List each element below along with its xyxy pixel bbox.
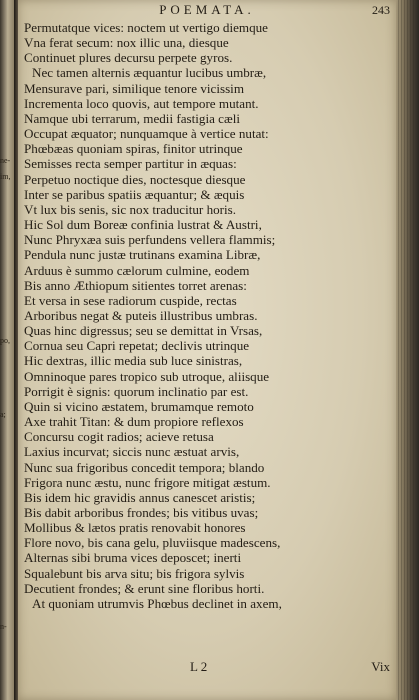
verse-line: Vna ferat secum: nox illic una, diesque [24, 35, 229, 51]
verse-line: Et versa in sese radiorum cuspide, rectas [24, 292, 237, 308]
running-title: POEMATA. [159, 2, 255, 17]
verse-line: Nunc sua frigoribus concedit tempora; blando [24, 459, 265, 475]
verse-line: Pendula nunc justæ trutinans examina Libræ, [24, 247, 261, 263]
verse-line: Semisses recta semper partitur in æquas: [24, 156, 237, 172]
verse-line: Incrementa loco quovis, aut tempore mutant. [24, 95, 259, 111]
verse-line: Mollibus & lætos pratis renovabit honores [24, 520, 246, 536]
verse-line: Bis dabit arboribus frondes; bis vitibus uvas; [24, 505, 259, 520]
facing-margin-fragment: a; [0, 410, 6, 419]
verse-line: Perpetuo noctique dies, noctesque diesque [24, 171, 246, 187]
verse-line: Namque ubi terrarum, medii fastigia cæli [24, 110, 240, 126]
poem-text [18, 20, 394, 611]
verse-line: Occupat æquator; nunquamque à vertice nutat: [24, 126, 269, 142]
verse-line: Axe trahit Titan: & dum propiore reflexos [24, 414, 244, 430]
verse-line: Flore novo, bis cana gelu, pluviisque madescens, [24, 535, 281, 551]
verse-line: Vt lux bis senis, sic nox traducitur horis. [24, 201, 237, 217]
page-footer [18, 659, 394, 677]
catchword: Vix [371, 659, 390, 674]
verse-line: Frigora nunc æstu, nunc frigore mitigat æstum. [24, 474, 271, 490]
facing-page-edge [0, 0, 14, 700]
verse-line: Bis anno Æthiopum sitientes torret arenas: [24, 277, 247, 293]
verse-line: Decutient frondes; & erunt sine floribus horti. [24, 580, 265, 596]
verse-line: Continuet plures decursu perpete gyros. [24, 50, 233, 66]
signature-mark: L 2 [190, 659, 208, 674]
verse-line: Porrigit è signis: quorum inclinatio par est. [24, 383, 249, 399]
verse-line: At quoniam utrumvis Phœbus declinet in axem, [32, 595, 282, 611]
facing-margin-fragment: ne- [0, 156, 11, 165]
facing-margin-fragment: im, [0, 172, 11, 181]
verse-line: Mensurave pari, similique tenore vicissim [24, 80, 244, 96]
verse-line: Arboribus negat & puteis illustribus umbras. [24, 307, 258, 323]
page-stack-lines [398, 0, 414, 700]
verse-line: Permutatque vices: noctem ut vertigo diemque [24, 20, 268, 35]
page-number: 243 [372, 3, 390, 17]
verse-line: Cornua seu Capri repetat; declivis utrinque [24, 338, 250, 354]
facing-margin-fragment: n- [0, 622, 7, 631]
verse-line: Bis idem hic gravidis annus canescet aristis; [24, 489, 256, 505]
facing-margin-fragment: po, [0, 336, 10, 345]
verse-line: Quas hinc digressus; seu se demittat in Vrsas, [24, 323, 263, 339]
verse-line: Hic Sol dum Boreæ confinia lustrat & Austri, [24, 217, 262, 233]
verse-line: Arduus è summo cælorum culmine, eodem [24, 262, 250, 278]
verse-line: Hic dextras, illic media sub luce sinistras, [24, 353, 243, 369]
verse-line: Concursu cogit radios; acieve retusa [24, 429, 214, 445]
verse-line: Nec tamen alternis æquantur lucibus umbræ, [32, 65, 267, 81]
verse-line: Squalebunt bis arva situ; bis frigora sylvis [24, 565, 245, 581]
verse-line: Phœbæas quoniam spiras, finitor utrinque [24, 141, 243, 157]
verse-line: Omninoque pares tropico sub utroque, aliisque [24, 368, 270, 384]
verse-line: Quin si vicino æstatem, brumamque remoto [24, 398, 254, 414]
verse-line: Laxius incurvat; siccis nunc æstuat arvis, [24, 444, 240, 460]
verse-line: Alternas sibi bruma vices deposcet; inerti [24, 550, 242, 566]
verse-line: Inter se paribus spatiis æquantur; & æquis [24, 186, 245, 202]
page-header [18, 2, 396, 20]
verse-line: Nunc Phryxæa suis perfundens vellera flammis; [24, 232, 276, 248]
